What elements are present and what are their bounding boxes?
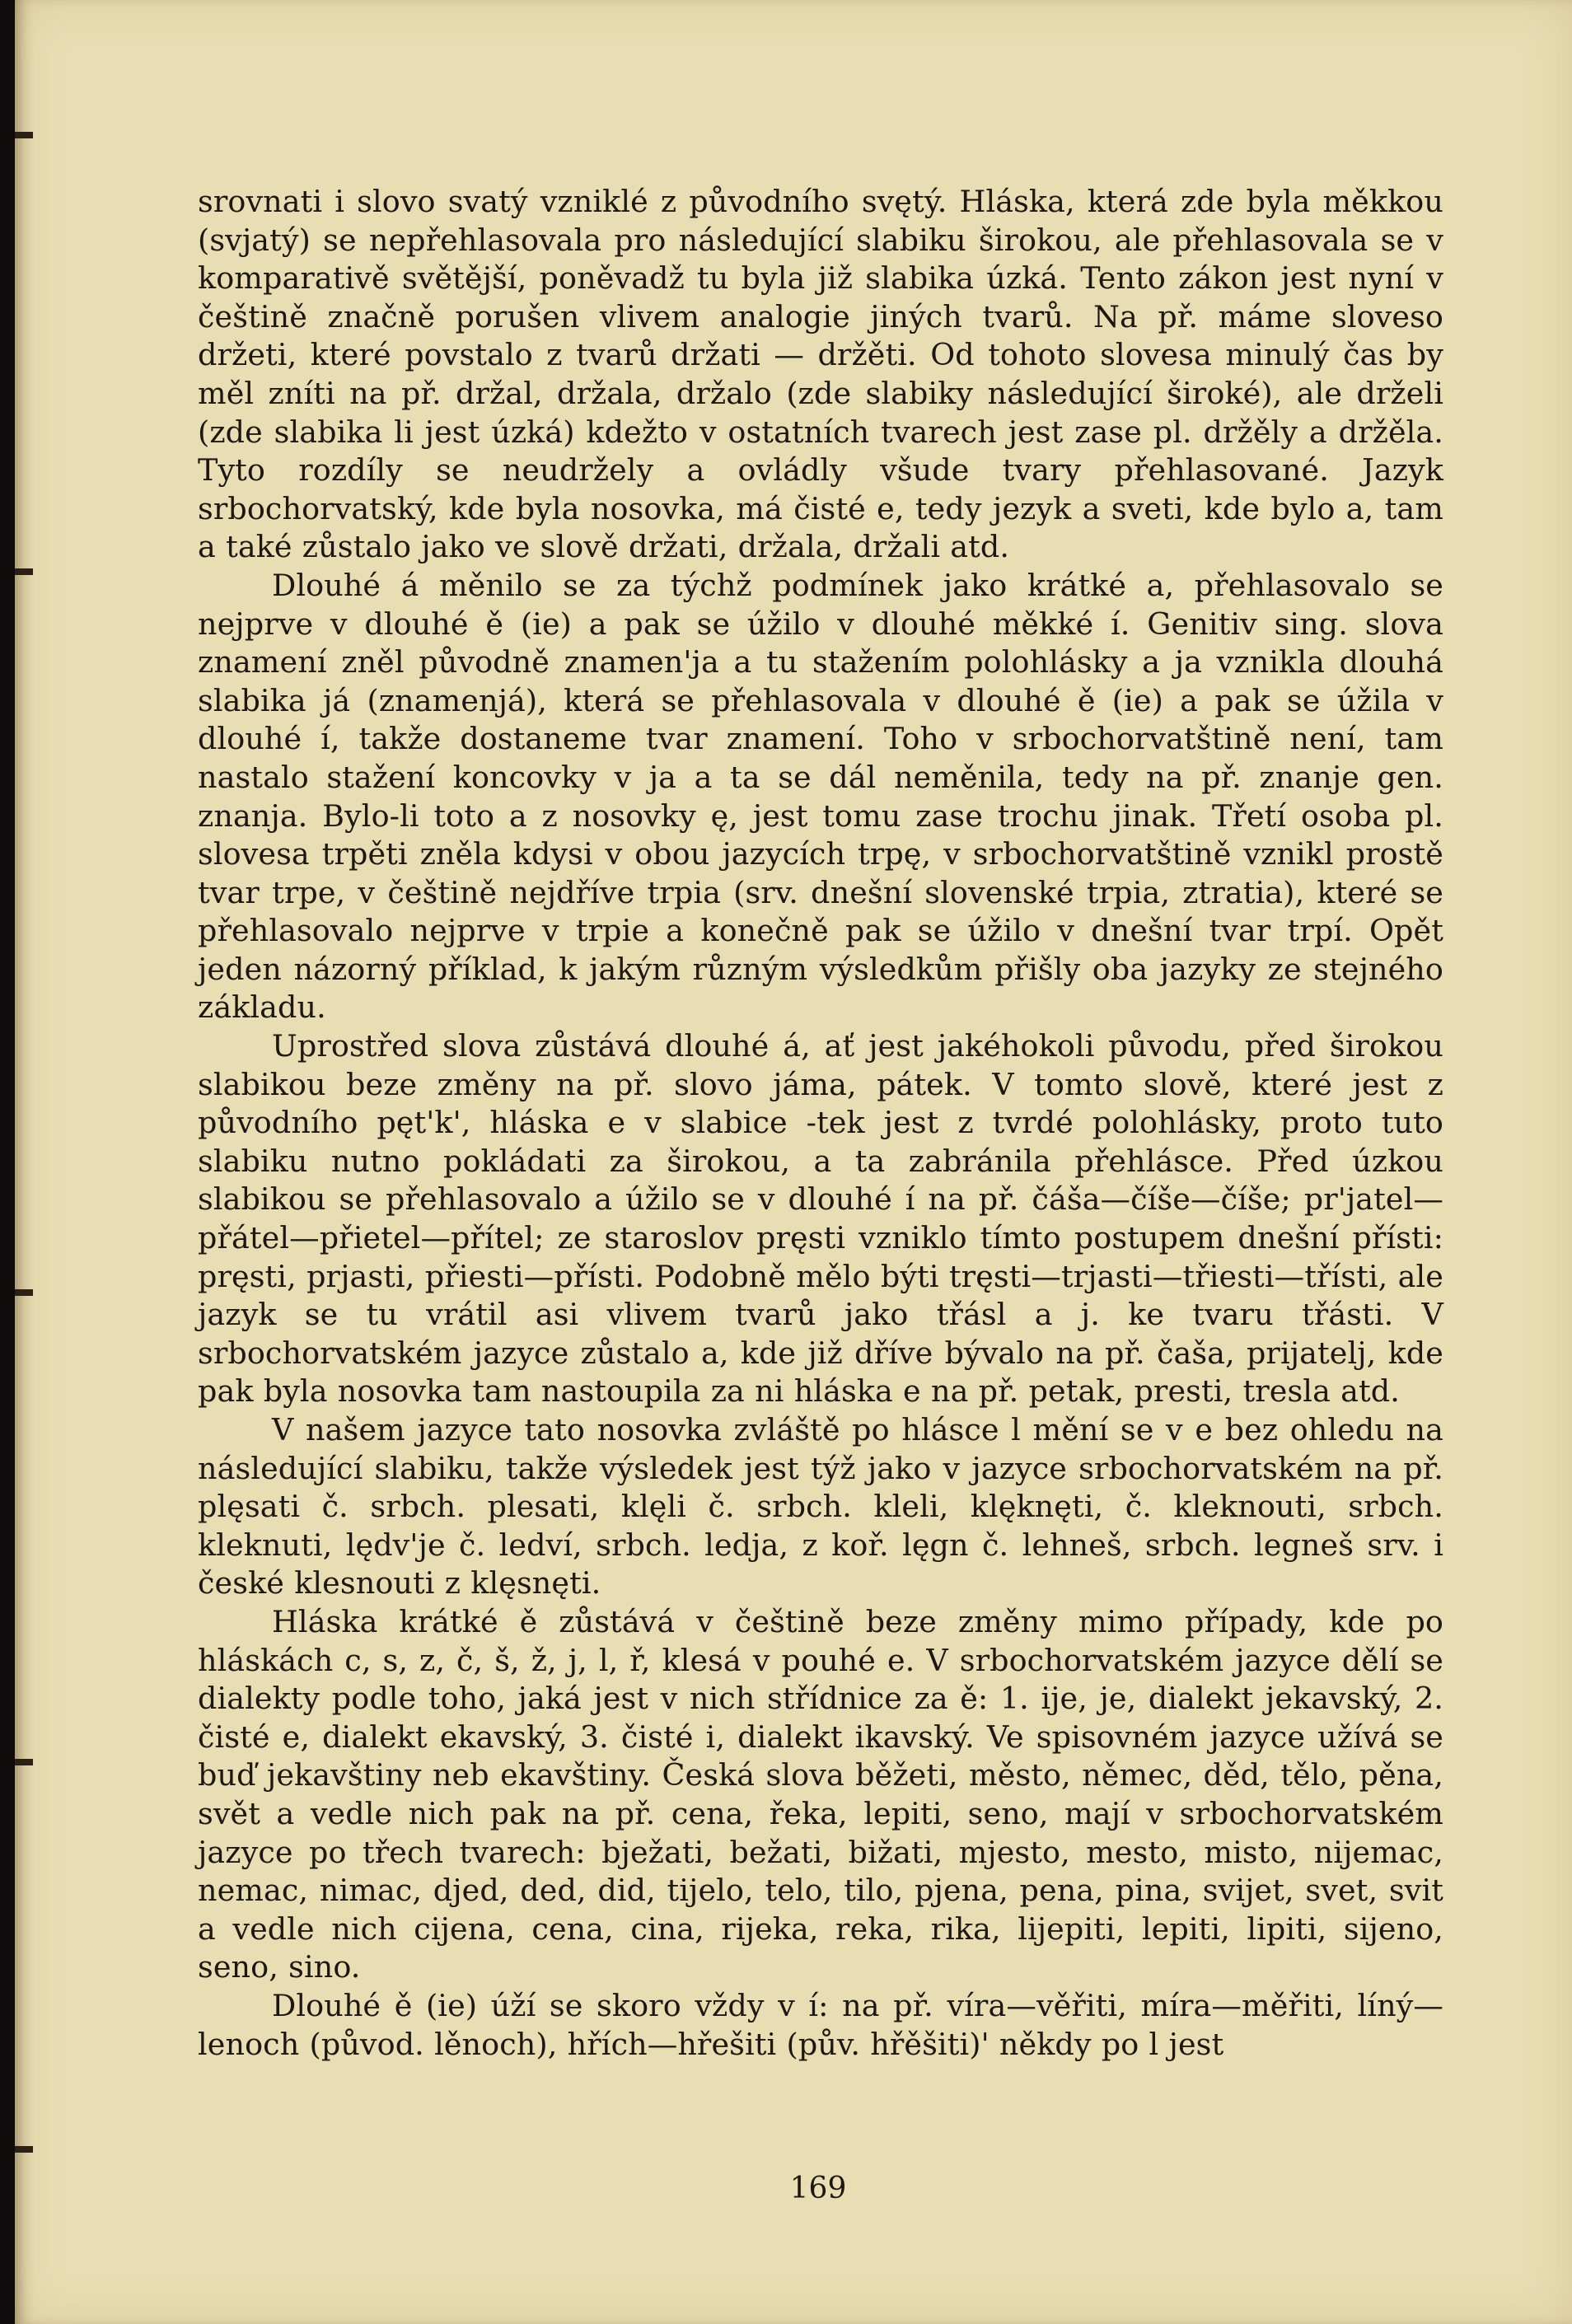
page-number: 169 — [789, 2172, 847, 2205]
binding-mark — [15, 132, 33, 138]
paragraph: Hláska krátké ě zůstává v češtině beze změny mimo případy, kde po hláskách c, s, z, č, š, ž, j, l, ř, klesá v pouhé e. V srbochorvatském jazyce dělí se dialekty podle toho, jaká jest v nich střídnice za ě: 1. ije, je, dialekt jekavský, 2. čisté e, dialekt ekavský, 3. čisté i, dialekt ikavský. Ve spisovném jazyce užívá se buď jekavštiny neb ekavštiny. Česká slova běžeti, město, němec, děd, tělo, pěna, svět a vedle nich pak na př. cena, řeka, lepiti, seno, mají v srbochorvatském jazyce po třech tvarech: bježati, bežati, bižati, mjesto, mesto, misto, nijemac, nemac, nimac, djed, ded, did, tijelo, telo, tilo, pjena, pena, pina, svijet, svet, svit a vedle nich cijena, cena, cina, rijeka, reka, rika, lijepiti, lepiti, lipiti, sijeno, seno, sino. — [198, 1603, 1443, 1985]
binding-mark — [15, 1759, 33, 1765]
binding-mark — [15, 1289, 33, 1296]
body-text — [198, 183, 1443, 2064]
book-page — [15, 0, 1572, 2324]
paragraph: Uprostřed slova zůstává dlouhé á, ať jest jakéhokoli původu, před širokou slabikou beze změny na př. slovo jáma, pátek. V tomto slově, které jest z původního pęt'k', hláska e v slabice -tek jest z tvrdé polohlásky, proto tuto slabiku nutno pokládati za širokou, a ta zabránila přehlásce. Před úzkou slabikou se přehlasovalo a úžilo se v dlouhé í na př. čáša—číše—číše; pr'jatel—přátel—přietel—přítel; ze staroslov pręsti vzniklo tímto postupem dnešní přísti: pręsti, prjasti, přiesti—přísti. Podobně mělo býti tręsti—trjasti—třiesti—třísti, ale jazyk se tu vrátil asi vlivem tvarů jako třásl a j. ke tvaru třásti. V srbochorvatském jazyce zůstalo a, kde již dříve bývalo na př. čaša, prijatelj, kde pak byla nosovka tam nastoupila za ni hláska e na př. petak, presti, tresla atd. — [198, 1028, 1443, 1410]
paragraph: V našem jazyce tato nosovka zvláště po hlásce l mění se v e bez ohledu na následující slabiku, takže výsledek jest týž jako v jazyce srbochorvatském na př. plęsati č. srbch. plesati, klęli č. srbch. kleli, klęknęti, č. kleknouti, srbch. kleknuti, lędv'je č. ledví, srbch. ledja, z koř. lęgn č. lehneš, srbch. legneš srv. i české klesnouti z klęsnęti. — [198, 1412, 1443, 1602]
binding-mark — [15, 568, 33, 575]
paragraph: Dlouhé ě (ie) úží se skoro vždy v í: na př. víra—věřiti, míra—měřiti, líný—lenoch (původ. lěnoch), hřích—hřešiti (pův. hřěšiti)' někdy po l jest — [198, 1987, 1443, 2062]
binding-mark — [15, 2146, 33, 2153]
paragraph: srovnati i slovo svatý vzniklé z původního svętý. Hláska, která zde byla měkkou (svjatý) se nepřehlasovala pro následující slabiku širokou, ale přehlasovala se v komparativě světější, poněvadž tu byla již slabika úzká. Tento zákon jest nyní v češtině značně porušen vlivem analogie jiných tvarů. Na př. máme sloveso držeti, které povstalo z tvarů držati — držěti. Od tohoto slovesa minulý čas by měl zníti na př. držal, držala, držalo (zde slabiky následující široké), ale drželi (zde slabika li jest úzká) kdežto v ostatních tvarech jest zase pl. držěly a držěla. Tyto rozdíly se neudržely a ovládly všude tvary přehlasované. Jazyk srbochorvatský, kde byla nosovka, má čisté e, tedy jezyk a sveti, kde bylo a, tam a také zůstalo jako ve slově držati, držala, držali atd. — [198, 184, 1443, 565]
paragraph: Dlouhé á měnilo se za týchž podmínek jako krátké a, přehlasovalo se nejprve v dlouhé ě (ie) a pak se úžilo v dlouhé měkké í. Genitiv sing. slova znamení zněl původně znamen'ja a tu stažením polohlásky a ja vznikla dlouhá slabika já (znamenjá), která se přehlasovala v dlouhé ě (ie) a pak se úžila v dlouhé í, takže dostaneme tvar znamení. Toho v srbochorvatštině není, tam nastalo stažení koncovky v ja a ta se dál neměnila, tedy na př. znanje gen. znanja. Bylo-li toto a z nosovky ę, jest tomu zase trochu jinak. Třetí osoba pl. slovesa trpěti zněla kdysi v obou jazycích trpę, v srbochorvatštině vznikl prostě tvar trpe, v češtině nejdříve trpia (srv. dnešní slovenské trpia, ztratia), které se přehlasovalo nejprve v trpie a konečně pak se úžilo v dnešní tvar trpí. Opět jeden názorný příklad, k jakým různým výsledkům přišly oba jazyky ze stejného základu. — [198, 567, 1443, 1026]
